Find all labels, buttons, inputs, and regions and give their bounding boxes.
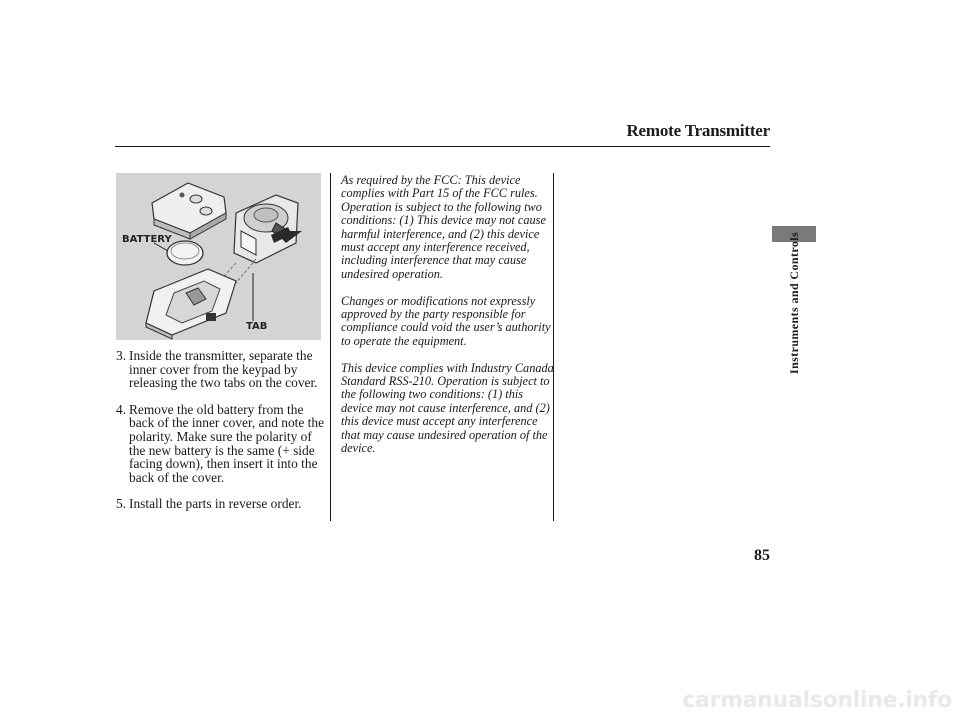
- transmitter-illustration: [116, 173, 321, 340]
- notice-paragraph: This device complies with Industry Canada Standard RSS-210. Operation is subject to the following two conditions: (1) this device may not cause interference, and (2) this device must accept any interference that may cause undesired operation of the device.: [341, 360, 554, 456]
- inner-cover-illustration: [146, 269, 236, 339]
- keypad-illustration: [152, 183, 226, 239]
- step-number: 3.: [116, 348, 127, 363]
- battery-illustration: [167, 241, 203, 265]
- watermark: [0, 686, 960, 714]
- notice-paragraph: Changes or modifications not expressly approved by the party responsible for compliance could void the user’s authority to operate the equipment.: [341, 293, 551, 348]
- battery-replacement-figure: [116, 173, 321, 340]
- page-title: Remote Transmitter: [626, 121, 770, 140]
- tab-callout: TAB: [246, 321, 268, 332]
- watermark-text: carmanualsonline.info: [682, 688, 952, 713]
- section-label: Instruments and Controls: [787, 231, 801, 374]
- step-number: 4.: [116, 401, 127, 417]
- fcc-notice: [341, 174, 556, 469]
- header-rule: [115, 146, 770, 147]
- instruction-steps: [116, 349, 326, 524]
- step-item: [116, 349, 326, 390]
- notice-paragraph: As required by the FCC: This device complies with Part 15 of the FCC rules. Operation is subject to the following two conditions: (1) This device may not cause harmful interference, and (2) this device must accept any interference received, including interference that may cause undesired operation.: [341, 173, 546, 281]
- step-item: [116, 497, 326, 511]
- column-divider: [330, 173, 331, 521]
- battery-callout: BATTERY: [122, 234, 172, 245]
- page-number: 85: [754, 547, 770, 564]
- step-number: 5.: [116, 496, 127, 512]
- step-text: Install the parts in reverse order.: [129, 496, 302, 512]
- step-item: [116, 403, 326, 485]
- step-text: Inside the transmitter, separate the inner cover from the keypad by releasing the two tabs on the cover.: [129, 348, 318, 391]
- step-text: Remove the old battery from the back of the inner cover, and note the polarity. Make sure the polarity of the new battery is the same (+ side facing down), then insert it into the back of the cover.: [129, 401, 325, 485]
